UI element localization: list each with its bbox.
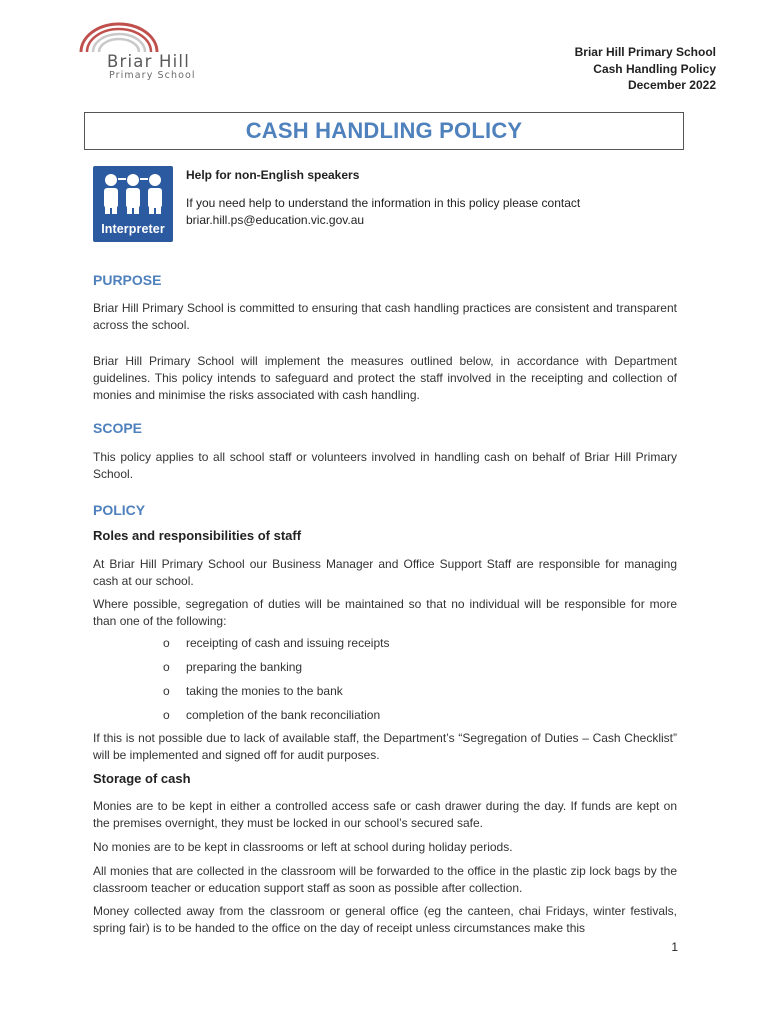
list-item: o taking the monies to the bank: [163, 684, 343, 698]
roles-paragraph-1: At Briar Hill Primary School our Business Manager and Office Support Staff are responsible for managing cash at our school.: [93, 557, 677, 588]
interpreter-label: Interpreter: [101, 222, 165, 236]
logo-name: Briar Hill: [107, 52, 190, 71]
list-item: o receipting of cash and issuing receipts: [163, 636, 390, 650]
scope-paragraph: This policy applies to all school staff or volunteers involved in handling cash on behalf of Briar Hill Primary School.: [93, 450, 677, 481]
storage-heading: Storage of cash: [93, 771, 191, 786]
document-header: [575, 44, 716, 94]
storage-paragraph-3: All monies that are collected in the classroom will be forwarded to the office in the plastic zip lock bags by the classroom teacher or education support staff as soon as possible after collection.: [93, 864, 677, 895]
interpreter-icon: [93, 166, 173, 242]
logo-arcs-icon: [75, 22, 165, 54]
roles-paragraph-2: Where possible, segregation of duties will be maintained so that no individual will be responsible for more than one of the following:: [93, 597, 677, 628]
roles-paragraph-3: If this is not possible due to lack of available staff, the Department’s “Segregation of Duties – Cash Checklist” will be implemented and signed off for audit purposes.: [93, 731, 677, 762]
policy-heading: POLICY: [93, 502, 146, 518]
title-box: [84, 112, 684, 150]
purpose-paragraph-1: Briar Hill Primary School is committed to ensuring that cash handling practices are consistent and transparent across the school.: [93, 301, 677, 332]
roles-heading: Roles and responsibilities of staff: [93, 528, 302, 543]
storage-paragraph-2: No monies are to be kept in classrooms or left at school during holiday periods.: [93, 840, 513, 854]
header-doc-title: Cash Handling Policy: [593, 61, 716, 76]
scope-heading: SCOPE: [93, 420, 143, 436]
interpreter-people-icon: [93, 166, 173, 222]
school-logo: [75, 22, 205, 82]
storage-paragraph-1: Monies are to be kept in either a controlled access safe or cash drawer during the day. If funds are kept on the premises overnight, they must be locked in our school’s secured safe.: [93, 799, 677, 830]
page-number: 1: [671, 940, 678, 954]
header-date: December 2022: [627, 78, 716, 92]
list-item: o completion of the bank reconciliation: [163, 708, 381, 722]
page-title: CASH HANDLING POLICY: [245, 118, 523, 143]
help-title: Help for non-English speakers: [186, 168, 360, 182]
logo-subtitle: Primary School: [109, 70, 196, 81]
purpose-heading: PURPOSE: [93, 272, 162, 288]
purpose-paragraph-2: Briar Hill Primary School will implement the measures outlined below, in accordance with Department guidelines. This policy intends to safeguard and protect the staff involved in the receipting and collection of monies and minimise the risks associated with cash handling.: [93, 354, 677, 402]
header-school: Briar Hill Primary School: [574, 45, 716, 59]
storage-paragraph-4: Money collected away from the classroom or general office (eg the canteen, chai Fridays, winter festivals, spring fair) is to be handed to the office on the day of receipt unless circumstances make this: [93, 904, 677, 935]
help-text: If you need help to understand the information in this policy please contact briar.hill.ps@education.vic.gov.au: [186, 196, 581, 227]
list-item: o preparing the banking: [163, 660, 303, 674]
